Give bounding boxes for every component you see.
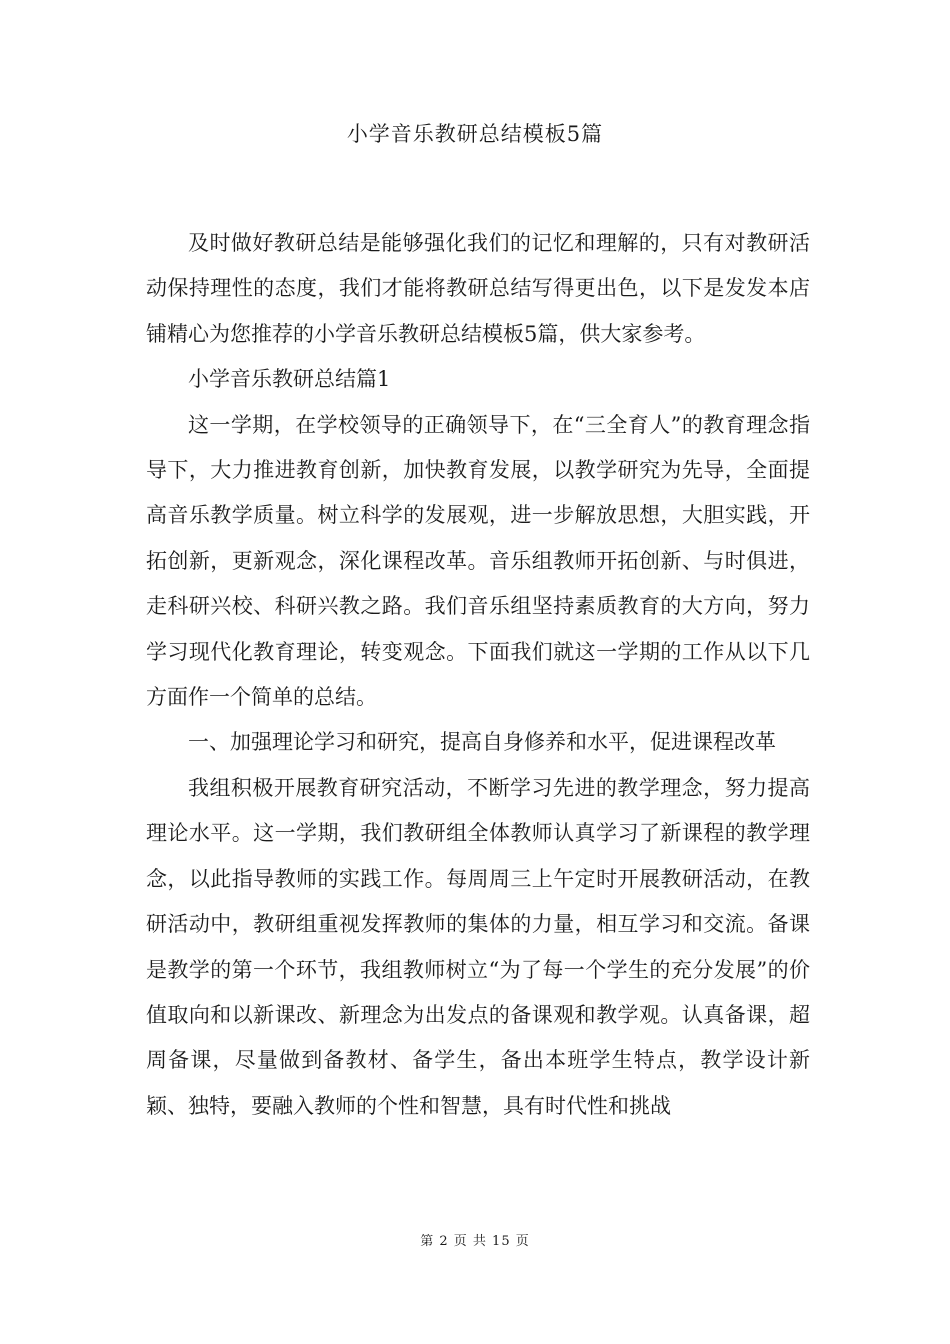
body-paragraph: 我组积极开展教育研究活动，不断学习先进的教学理念，努力提高理论水平。这一学期，我们教研组全体教师认真学习了新课程的教学理念，以此指导教师的实践工作。每周周三上午定时开展教研活动，在教研活动中，教研组重视发挥教师的集体的力量，相互学习和交流。备课是教学的第一个环节，我组教师树立“为了每一个学生的充分发展”的价值取向和以新课改、新理念为出发点的备课观和教学观。认真备课，超周备课，尽量做到备教材、备学生，备出本班学生特点，教学设计新颖、独特，要融入教师的个性和智慧，具有时代性和挑战: [146, 775, 810, 1118]
document-body: [146, 221, 810, 1129]
document-title: 小学音乐教研总结模板5篇: [346, 122, 604, 146]
section-heading: 小学音乐教研总结篇1: [188, 367, 391, 392]
page-number-footer: 第 2 页 共 15 页: [420, 1234, 530, 1249]
body-paragraph: 这一学期，在学校领导的正确领导下，在“三全育人”的教育理念指导下，大力推进教育创新，加快教育发展，以教学研究为先导，全面提高音乐教学质量。树立科学的发展观，进一步解放思想，大胆实践，开拓创新，更新观念，深化课程改革。音乐组教师开拓创新、与时俱进，走科研兴校、科研兴教之路。我们音乐组坚持素质教育的大方向，努力学习现代化教育理论，转变观念。下面我们就这一学期的工作从以下几方面作一个简单的总结。: [146, 412, 810, 710]
intro-paragraph: 及时做好教研总结是能够强化我们的记忆和理解的，只有对教研活动保持理性的态度，我们才能将教研总结写得更出色，以下是发发本店铺精心为您推荐的小学音乐教研总结模板5篇，供大家参考。: [146, 231, 810, 346]
subsection-heading: 一、加强理论学习和研究，提高自身修养和水平，促进课程改革: [188, 730, 776, 755]
